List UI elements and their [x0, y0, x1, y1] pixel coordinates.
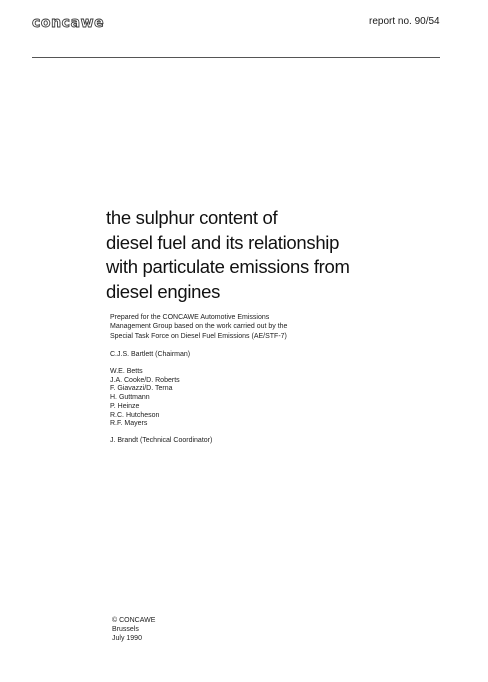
publication-footer: [112, 617, 155, 643]
member-name: R.C. Hutcheson: [110, 411, 160, 419]
publication-date: July 1990: [112, 634, 142, 642]
member-name: J.A. Cooke/D. Roberts: [110, 376, 180, 384]
report-number: report no. 90/54: [369, 16, 440, 27]
member-name: P. Heinze: [110, 402, 140, 410]
title-line: the sulphur content of: [106, 207, 278, 228]
prepared-line: Special Task Force on Diesel Fuel Emissions (AE/STF-7): [110, 332, 287, 340]
title-line: with particulate emissions from: [106, 256, 350, 277]
member-name: F. Giavazzi/D. Terna: [110, 385, 173, 393]
title-line: diesel engines: [106, 280, 221, 302]
member-list: [110, 368, 180, 429]
prepared-line: Management Group based on the work carried out by the: [110, 323, 288, 331]
header-rule: [32, 57, 440, 58]
member-name: H. Guttmann: [110, 394, 150, 402]
title-line: diesel fuel and its relationship: [106, 231, 340, 253]
technical-coordinator: J. Brandt (Technical Coordinator): [110, 437, 213, 444]
report-title: [106, 206, 446, 304]
prepared-for-statement: [110, 313, 450, 341]
concawe-logo: concawe: [32, 15, 105, 31]
prepared-line: Prepared for the CONCAWE Automotive Emissions: [110, 314, 270, 321]
chairman: C.J.S. Bartlett (Chairman): [110, 351, 191, 358]
publication-city: Brussels: [112, 625, 139, 633]
member-name: R.F. Mayers: [110, 420, 148, 428]
copyright-notice: © CONCAWE: [112, 617, 156, 624]
member-name: W.E. Betts: [110, 368, 143, 375]
